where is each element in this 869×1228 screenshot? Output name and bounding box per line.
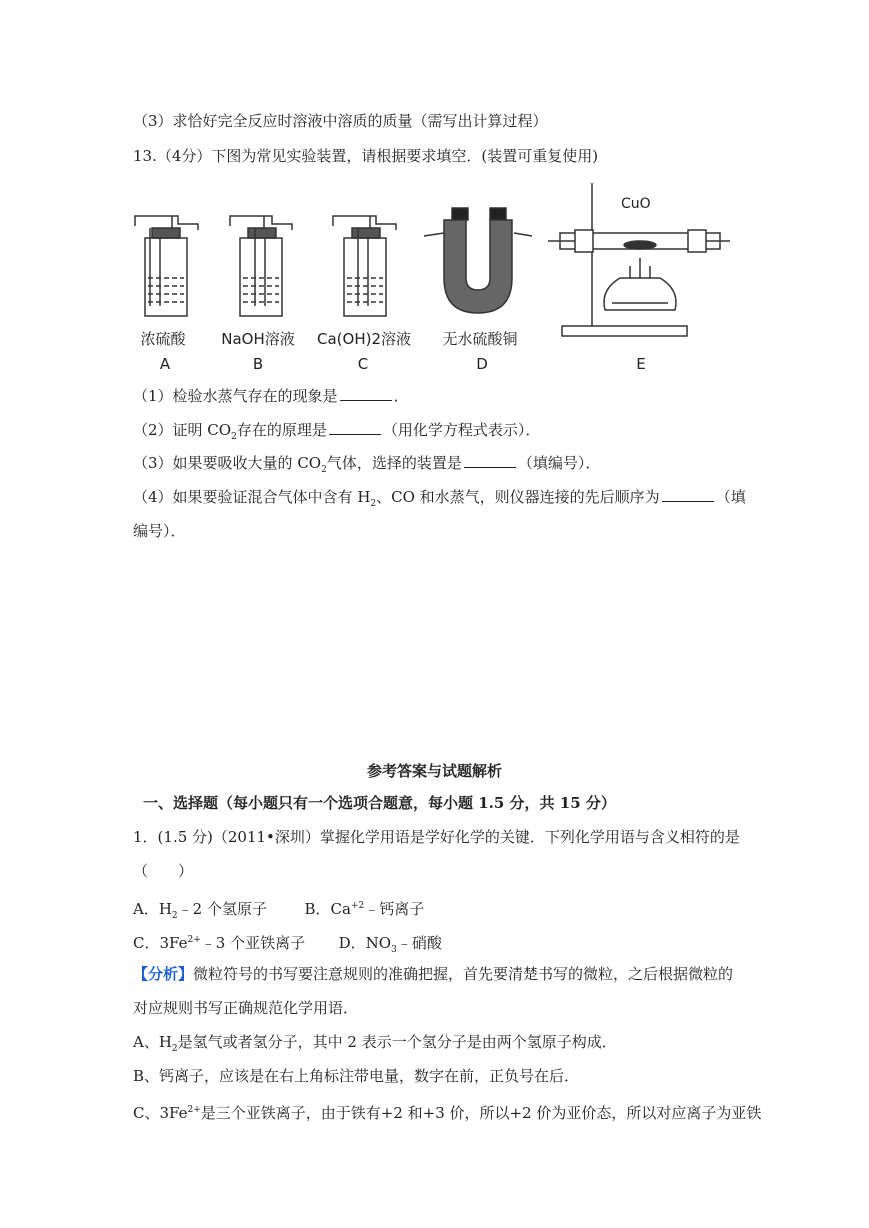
q1-analysis-cont: 对应规则书写正确规范化学用语． xyxy=(133,999,359,1017)
q13-part1: （1）检验水蒸气存在的现象是 ． xyxy=(133,387,409,405)
q1-line-a: A、$H_2$是氢气或者氢分子，其中 2 表示一个氢分子是由两个氢原子构成． xyxy=(133,1033,617,1054)
svg-text:CuO: CuO xyxy=(621,196,651,212)
label-b-reagent: NaOH溶液 xyxy=(221,330,295,348)
q1-options-cd: C．$3Fe^{2+}﹣3$ 个亚铁离子 D．$NO_3﹣$硝酸 xyxy=(133,934,442,955)
u-tube-d xyxy=(424,208,532,313)
q1-line-c: C、$3Fe^{2+}$是三个亚铁离子，由于铁有+2 和+3 价，所以+2 价为亚价态，所以对应离子为亚铁 xyxy=(133,1104,762,1122)
bottle-a xyxy=(135,216,198,316)
heating-setup-e xyxy=(548,183,730,336)
bottle-b xyxy=(230,216,292,316)
answers-title: 参考答案与试题解析 xyxy=(366,762,502,780)
label-d-reagent: 无水硫酸铜 xyxy=(442,330,518,348)
bottle-c xyxy=(333,216,396,316)
label-a-reagent: 浓硫酸 xyxy=(140,330,186,348)
q12-part3: （3）求恰好完全反应时溶液中溶质的质量（需写出计算过程） xyxy=(133,112,548,130)
letter-c: C xyxy=(357,355,369,373)
letter-a: A xyxy=(159,355,171,373)
label-c-reagent: Ca(OH)2溶液 xyxy=(317,330,411,348)
letter-d: D xyxy=(476,355,488,373)
apparatus-figure xyxy=(0,178,869,378)
section1-heading: 一、选择题（每小题只有一个选项合题意，每小题 1.5 分，共 15 分） xyxy=(143,794,616,812)
q1-options-ab: A．$H_2﹣2$ 个氢原子 B．$Ca^{+2}﹣$钙离子 xyxy=(133,900,425,921)
q1-analysis: 【分析】微粒符号的书写要注意规则的准确把握，首先要清楚书写的微粒，之后根据微粒的 xyxy=(133,965,734,983)
q1-paren: （ ） xyxy=(133,862,194,880)
answer-blank-4[interactable] xyxy=(662,487,714,502)
q13-part4: （4）如果要验证混合气体中含有 $H_2$、CO 和水蒸气，则仪器连接的先后顺序为 （填 xyxy=(133,488,746,509)
letter-b: B xyxy=(252,355,264,373)
answer-blank-2[interactable] xyxy=(329,420,381,435)
answer-blank-1[interactable] xyxy=(340,386,392,401)
q13-part3: （3）如果要吸收大量的 $CO_2$气体，选择的装置是 （填编号）． xyxy=(133,454,601,475)
q13-header: 13.（4分）下图为常见实验装置，请根据要求填空．(装置可重复使用) xyxy=(133,147,599,165)
q13-part4-cont: 编号）． xyxy=(133,522,186,540)
letter-e: E xyxy=(636,355,646,373)
analysis-tag: 【分析】 xyxy=(133,965,194,983)
answer-blank-3[interactable] xyxy=(464,453,516,468)
q13-part2: （2）证明 $CO_2$存在的原理是 （用化学方程式表示）． xyxy=(133,421,541,442)
q1-line-b: B、钙离子，应该是在右上角标注带电量，数字在前，正负号在后． xyxy=(133,1067,580,1085)
q1-stem: 1．(1.5 分)（2011•深圳）掌握化学用语是学好化学的关键．下列化学用语与含义相符的是 xyxy=(133,828,740,846)
